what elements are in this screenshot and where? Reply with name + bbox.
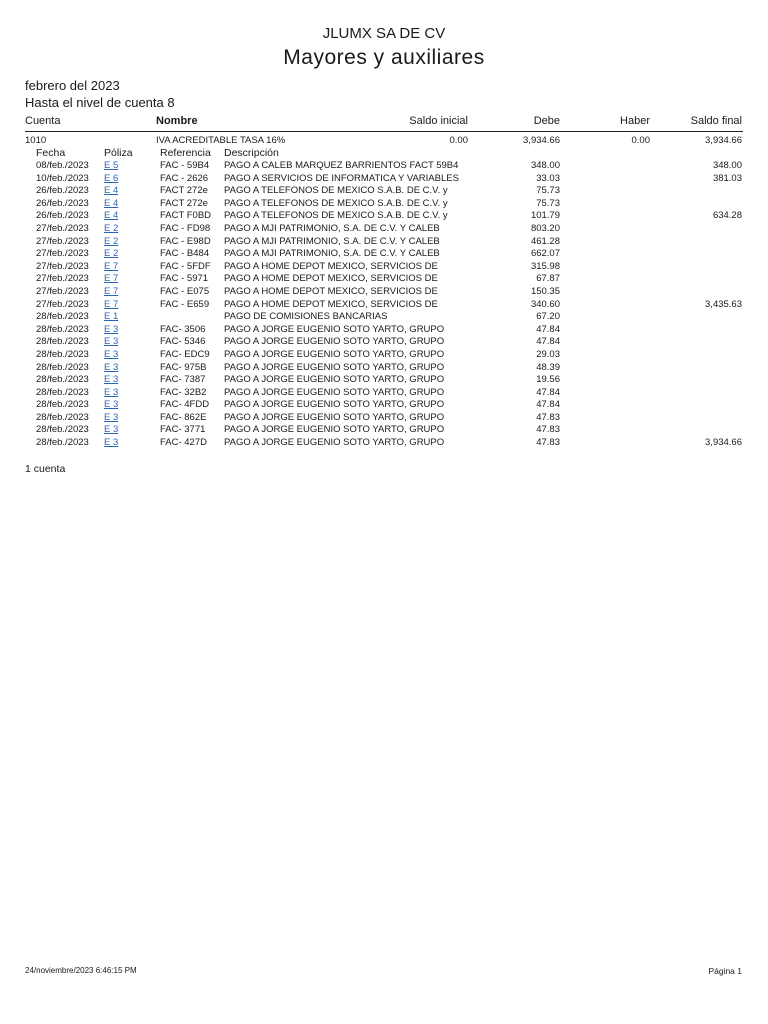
row-fecha: 28/feb./2023 [36, 399, 89, 411]
row-descripcion: PAGO A MJI PATRIMONIO, S.A. DE C.V. Y CALEB [224, 235, 440, 247]
row-fecha: 28/feb./2023 [36, 348, 89, 360]
table-row [0, 273, 768, 286]
row-fecha: 28/feb./2023 [36, 424, 89, 436]
row-poliza-link[interactable]: E 2 [104, 235, 119, 247]
row-descripcion: PAGO A MJI PATRIMONIO, S.A. DE C.V. Y CALEB [224, 248, 440, 260]
row-poliza-link[interactable]: E 3 [104, 399, 119, 411]
row-debe: 29.03 [536, 348, 560, 360]
row-debe: 67.20 [536, 311, 560, 323]
row-fecha: 27/feb./2023 [36, 260, 89, 272]
row-debe: 47.84 [536, 336, 560, 348]
row-debe: 101.79 [530, 210, 560, 222]
row-referencia: FAC- 7387 [160, 374, 206, 386]
row-descripcion: PAGO DE COMISIONES BANCARIAS [224, 311, 388, 323]
table-row [0, 223, 768, 236]
row-poliza-link[interactable]: E 3 [104, 424, 119, 436]
row-descripcion: PAGO A TELEFONOS DE MEXICO S.A.B. DE C.V. y [224, 185, 448, 197]
row-fecha: 28/feb./2023 [36, 411, 89, 423]
row-debe: 67.87 [536, 273, 560, 285]
table-row [0, 261, 768, 274]
account-code: 1010 [25, 135, 47, 146]
row-saldo: 3,435.63 [705, 298, 742, 310]
row-fecha: 26/feb./2023 [36, 185, 89, 197]
row-fecha: 26/feb./2023 [36, 210, 89, 222]
row-descripcion: PAGO A MJI PATRIMONIO, S.A. DE C.V. Y CALEB [224, 222, 440, 234]
row-fecha: 27/feb./2023 [36, 235, 89, 247]
table-row [0, 173, 768, 186]
row-referencia: FACT 272e [160, 197, 208, 209]
account-name: IVA ACREDITABLE TASA 16% [156, 135, 286, 146]
row-debe: 461.28 [530, 235, 560, 247]
row-fecha: 08/feb./2023 [36, 160, 89, 171]
account-haber: 0.00 [631, 135, 650, 146]
row-debe: 19.56 [536, 374, 560, 386]
row-descripcion: PAGO A JORGE EUGENIO SOTO YARTO, GRUPO [224, 386, 445, 398]
row-descripcion: PAGO A JORGE EUGENIO SOTO YARTO, GRUPO [224, 437, 445, 449]
row-fecha: 27/feb./2023 [36, 285, 89, 297]
row-poliza-link[interactable]: E 7 [104, 260, 119, 272]
header-saldo-inicial: Saldo inicial [409, 115, 468, 127]
table-row [0, 437, 768, 450]
row-saldo: 3,934.66 [705, 437, 742, 449]
row-fecha: 27/feb./2023 [36, 222, 89, 234]
row-descripcion: PAGO A TELEFONOS DE MEXICO S.A.B. DE C.V. y [224, 197, 448, 209]
account-count: 1 cuenta [25, 463, 66, 475]
header-divider [25, 131, 743, 132]
table-row [0, 424, 768, 437]
row-debe: 47.84 [536, 399, 560, 411]
row-fecha: 28/feb./2023 [36, 374, 89, 386]
table-row [0, 311, 768, 324]
row-referencia: FAC- 427D [160, 437, 207, 449]
row-debe: 340.60 [530, 298, 560, 310]
row-saldo: 634.28 [712, 210, 742, 222]
table-row [0, 185, 768, 198]
row-poliza-link[interactable]: E 4 [104, 197, 119, 209]
row-poliza-link[interactable]: E 3 [104, 374, 119, 386]
row-saldo: 348.00 [712, 160, 742, 171]
header-saldo-final: Saldo final [690, 115, 742, 127]
row-poliza-link[interactable]: E 3 [104, 336, 119, 348]
row-descripcion: PAGO A JORGE EUGENIO SOTO YARTO, GRUPO [224, 348, 445, 360]
subheader-fecha: Fecha [36, 147, 66, 159]
row-fecha: 10/feb./2023 [36, 172, 89, 184]
row-debe: 75.73 [536, 185, 560, 197]
row-descripcion: PAGO A JORGE EUGENIO SOTO YARTO, GRUPO [224, 399, 445, 411]
table-row [0, 349, 768, 362]
account-saldo-final: 3,934.66 [705, 135, 742, 146]
row-descripcion: PAGO A JORGE EUGENIO SOTO YARTO, GRUPO [224, 323, 445, 335]
row-referencia: FAC - 2626 [160, 172, 209, 184]
row-referencia: FAC - 59B4 [160, 160, 210, 171]
row-debe: 662.07 [530, 248, 560, 260]
report-level: Hasta el nivel de cuenta 8 [25, 95, 175, 110]
table-row [0, 299, 768, 312]
row-fecha: 28/feb./2023 [36, 323, 89, 335]
row-descripcion: PAGO A CALEB MARQUEZ BARRIENTOS FACT 59B4 [224, 160, 459, 171]
report-title: Mayores y auxiliares [283, 46, 485, 69]
subheader-descripcion: Descripción [224, 147, 279, 159]
row-fecha: 28/feb./2023 [36, 361, 89, 373]
row-referencia: FAC- 862E [160, 411, 207, 423]
row-descripcion: PAGO A SERVICIOS DE INFORMATICA Y VARIABLES [224, 172, 459, 184]
row-poliza-link[interactable]: E 1 [104, 311, 119, 323]
row-poliza-link[interactable]: E 7 [104, 273, 119, 285]
row-referencia: FAC - E075 [160, 285, 210, 297]
table-row [0, 210, 768, 223]
row-debe: 47.84 [536, 386, 560, 398]
row-poliza-link[interactable]: E 3 [104, 361, 119, 373]
table-row [0, 374, 768, 387]
row-fecha: 28/feb./2023 [36, 336, 89, 348]
table-row [0, 387, 768, 400]
row-descripcion: PAGO A HOME DEPOT MEXICO, SERVICIOS DE [224, 298, 438, 310]
row-fecha: 27/feb./2023 [36, 273, 89, 285]
row-referencia: FAC- 5346 [160, 336, 206, 348]
row-referencia: FACT F0BD [160, 210, 212, 222]
row-referencia: FAC- 4FDD [160, 399, 210, 411]
row-referencia: FAC- 3506 [160, 323, 206, 335]
row-debe: 348.00 [530, 160, 560, 171]
account-debe: 3,934.66 [523, 135, 560, 146]
row-debe: 315.98 [530, 260, 560, 272]
table-row [0, 236, 768, 249]
row-poliza-link[interactable]: E 3 [104, 411, 119, 423]
table-row [0, 248, 768, 261]
row-descripcion: PAGO A HOME DEPOT MEXICO, SERVICIOS DE [224, 273, 438, 285]
row-descripcion: PAGO A JORGE EUGENIO SOTO YARTO, GRUPO [224, 424, 445, 436]
header-haber: Haber [620, 115, 650, 127]
row-referencia: FAC- EDC9 [160, 348, 210, 360]
row-debe: 47.83 [536, 411, 560, 423]
row-fecha: 28/feb./2023 [36, 386, 89, 398]
row-debe: 47.83 [536, 424, 560, 436]
subheader-poliza: Póliza [104, 147, 133, 159]
row-referencia: FAC- 32B2 [160, 386, 207, 398]
row-fecha: 27/feb./2023 [36, 298, 89, 310]
row-referencia: FAC - E659 [160, 298, 210, 310]
table-row [0, 324, 768, 337]
row-referencia: FAC- 3771 [160, 424, 206, 436]
row-descripcion: PAGO A JORGE EUGENIO SOTO YARTO, GRUPO [224, 361, 445, 373]
row-descripcion: PAGO A JORGE EUGENIO SOTO YARTO, GRUPO [224, 336, 445, 348]
report-period: febrero del 2023 [25, 78, 120, 93]
row-fecha: 28/feb./2023 [36, 437, 89, 449]
row-fecha: 27/feb./2023 [36, 248, 89, 260]
footer-timestamp: 24/noviembre/2023 6:46:15 PM [25, 966, 137, 975]
row-debe: 48.39 [536, 361, 560, 373]
table-row [0, 198, 768, 211]
row-poliza-link[interactable]: E 4 [104, 210, 119, 222]
row-poliza-link[interactable]: E 3 [104, 437, 119, 449]
row-saldo: 381.03 [712, 172, 742, 184]
row-referencia: FAC- 975B [160, 361, 207, 373]
subheader-referencia: Referencia [160, 147, 211, 159]
row-debe: 75.73 [536, 197, 560, 209]
table-row [0, 412, 768, 425]
row-poliza-link[interactable]: E 7 [104, 285, 119, 297]
row-poliza-link[interactable]: E 4 [104, 185, 119, 197]
footer-page-number: Página 1 [708, 966, 742, 976]
header-debe: Debe [533, 115, 560, 127]
row-descripcion: PAGO A JORGE EUGENIO SOTO YARTO, GRUPO [224, 411, 445, 423]
row-referencia: FAC - B484 [160, 248, 210, 260]
row-descripcion: PAGO A HOME DEPOT MEXICO, SERVICIOS DE [224, 285, 438, 297]
movements-list [0, 160, 768, 450]
row-debe: 803.20 [530, 222, 560, 234]
row-debe: 47.83 [536, 437, 560, 449]
table-row [0, 286, 768, 299]
row-referencia: FAC - FD98 [160, 222, 211, 234]
row-poliza-link[interactable]: E 6 [104, 172, 119, 184]
row-referencia: FAC - 5FDF [160, 260, 211, 272]
report-company: JLUMX SA DE CV [322, 25, 446, 42]
table-row [0, 362, 768, 375]
row-fecha: 26/feb./2023 [36, 197, 89, 209]
row-descripcion: PAGO A HOME DEPOT MEXICO, SERVICIOS DE [224, 260, 438, 272]
table-row [0, 160, 768, 173]
row-poliza-link[interactable]: E 2 [104, 222, 119, 234]
row-fecha: 28/feb./2023 [36, 311, 89, 323]
row-debe: 150.35 [530, 285, 560, 297]
account-saldo-inicial: 0.00 [449, 135, 468, 146]
row-referencia: FAC - 5971 [160, 273, 209, 285]
row-poliza-link[interactable]: E 3 [104, 386, 119, 398]
row-poliza-link[interactable]: E 7 [104, 298, 119, 310]
row-poliza-link[interactable]: E 3 [104, 348, 119, 360]
table-row [0, 399, 768, 412]
row-referencia: FAC - E98D [160, 235, 211, 247]
header-cuenta: Cuenta [25, 115, 61, 127]
row-poliza-link[interactable]: E 2 [104, 248, 119, 260]
row-poliza-link[interactable]: E 5 [104, 160, 119, 171]
row-descripcion: PAGO A JORGE EUGENIO SOTO YARTO, GRUPO [224, 374, 445, 386]
row-debe: 33.03 [536, 172, 560, 184]
row-descripcion: PAGO A TELEFONOS DE MEXICO S.A.B. DE C.V. y [224, 210, 448, 222]
header-nombre: Nombre [156, 115, 198, 127]
row-poliza-link[interactable]: E 3 [104, 323, 119, 335]
row-referencia: FACT 272e [160, 185, 208, 197]
row-debe: 47.84 [536, 323, 560, 335]
table-row [0, 336, 768, 349]
